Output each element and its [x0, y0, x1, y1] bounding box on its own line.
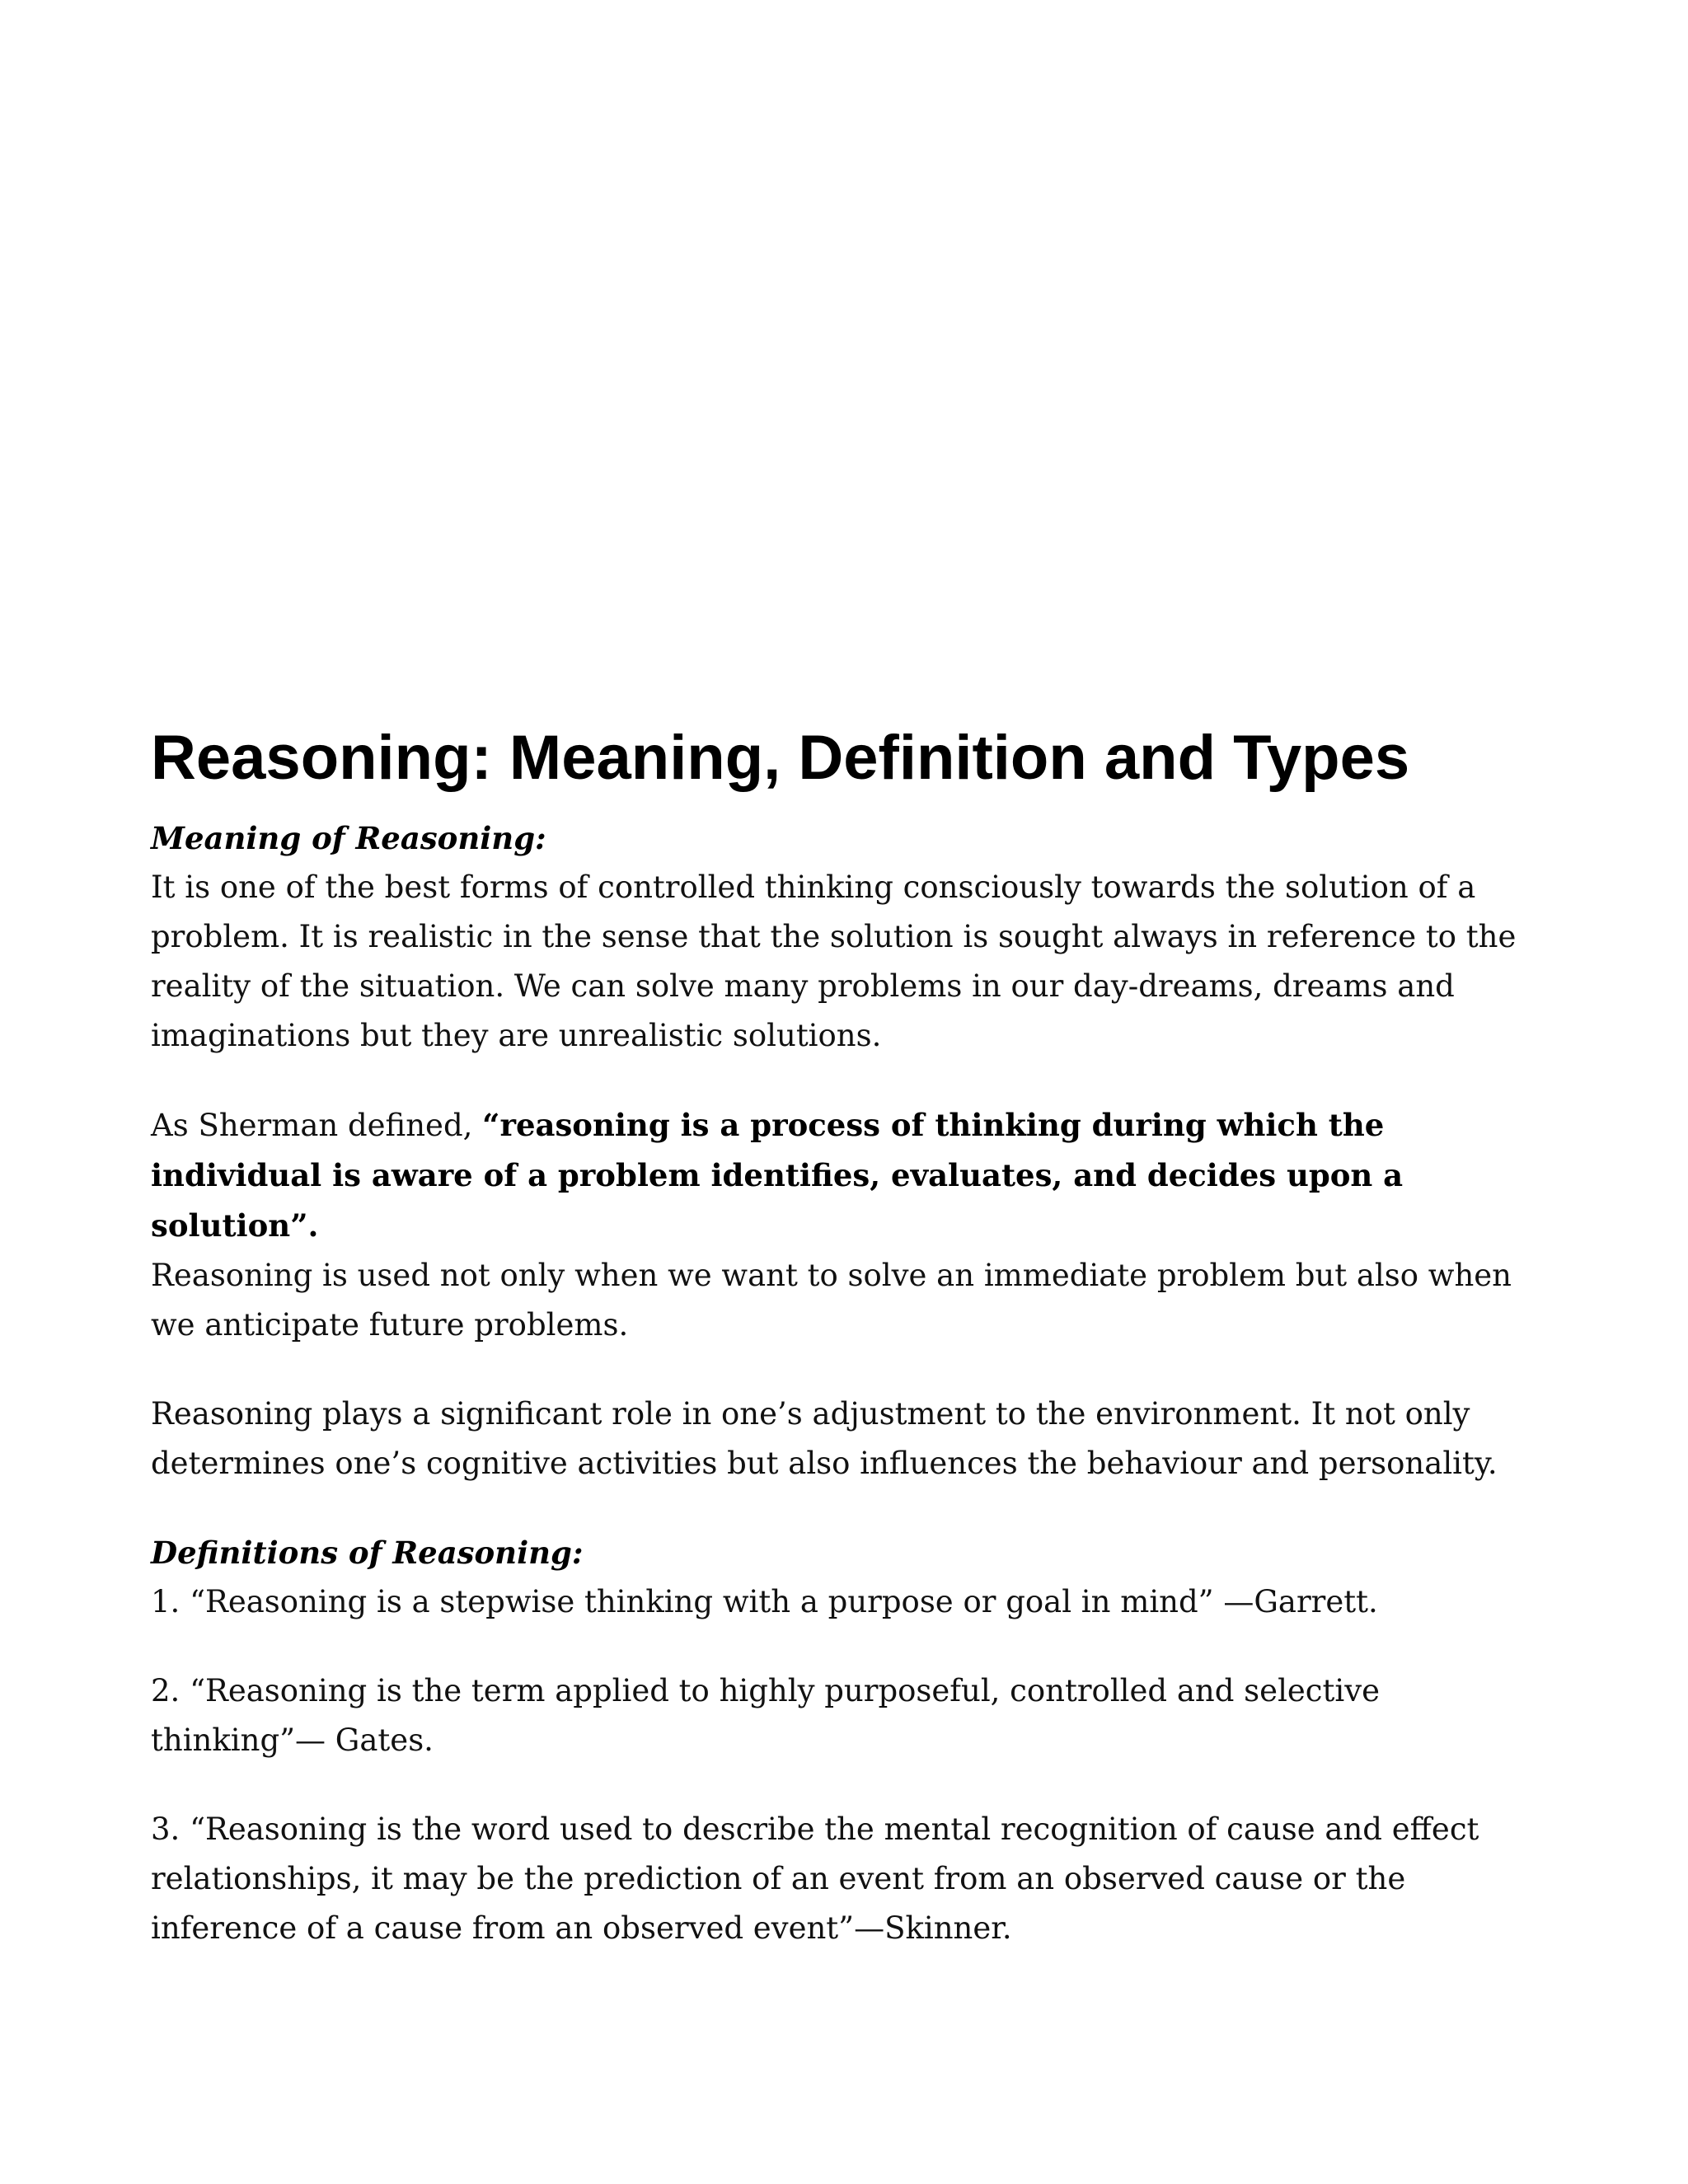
meaning-heading: Meaning of Reasoning: [151, 820, 546, 856]
definitions-heading: Definitions of Reasoning: [151, 1535, 584, 1571]
definition-item-gates: 2. “Reasoning is the term applied to highly purposeful, controlled and selective thinking”— Gates. [151, 1673, 1381, 1758]
anticipation-paragraph: Reasoning is used not only when we want to solve an immediate problem but also when we anticipate future problems. [151, 1258, 1512, 1343]
adjustment-paragraph: Reasoning plays a significant role in one’s adjustment to the environment. It not only determines one’s cognitive activities but also influences the behaviour and personality. [151, 1396, 1498, 1481]
sherman-quote: “reasoning is a process of thinking during which the individual is aware of a problem identifies, evaluates, and decides upon a solution”. [151, 1107, 1404, 1244]
page-title: Reasoning: Meaning, Definition and Types [151, 723, 1410, 793]
meaning-paragraph: It is one of the best forms of controlled thinking consciously towards the solution of a problem. It is realistic in the sense that the solution is sought always in reference to the reality of the situation. We can solve many problems in our day-dreams, dreams and imaginations but they are unrealistic solutions. [151, 869, 1517, 1053]
article-body [151, 721, 1544, 1953]
definition-item-skinner: 3. “Reasoning is the word used to describe the mental recognition of cause and effect relationships, it may be the prediction of an event from an observed cause or the inference of a cause from an observed event”—Skinner. [151, 1811, 1479, 1946]
definition-item-garrett: 1. “Reasoning is a stepwise thinking with a purpose or goal in mind” —Garrett. [151, 1584, 1378, 1619]
sherman-intro: As Sherman defined, [151, 1108, 483, 1143]
sherman-definition [151, 1100, 1544, 1251]
